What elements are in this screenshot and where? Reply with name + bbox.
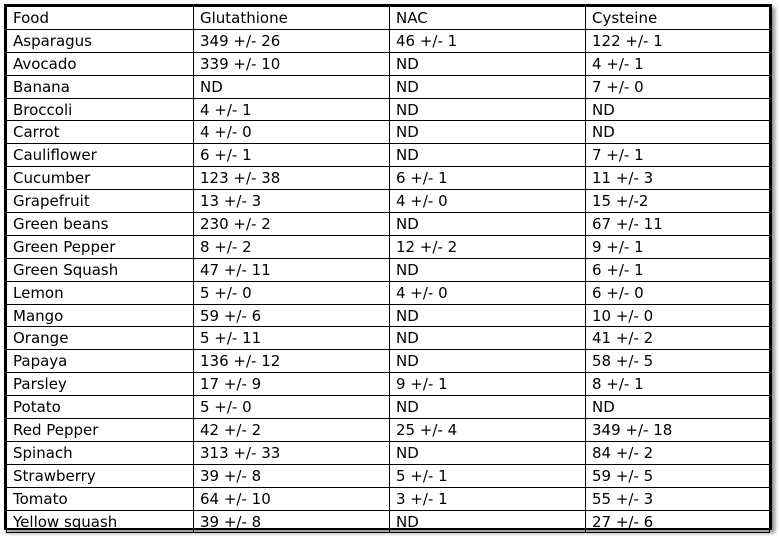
cell-glutathione: 5 +/- 11 xyxy=(194,327,390,350)
data-table xyxy=(6,6,770,533)
cell-food: Green Squash xyxy=(7,258,194,281)
cell-nac: 6 +/- 1 xyxy=(390,167,586,190)
cell-cysteine: ND xyxy=(586,396,770,419)
cell-nac: ND xyxy=(390,304,586,327)
cell-glutathione: 42 +/- 2 xyxy=(194,419,390,442)
table-row xyxy=(7,235,770,258)
table-row xyxy=(7,441,770,464)
cell-glutathione: 123 +/- 38 xyxy=(194,167,390,190)
cell-glutathione: 17 +/- 9 xyxy=(194,373,390,396)
cell-nac: ND xyxy=(390,441,586,464)
cell-food: Parsley xyxy=(7,373,194,396)
table-row xyxy=(7,98,770,121)
table-row xyxy=(7,258,770,281)
cell-food: Spinach xyxy=(7,441,194,464)
cell-cysteine: 349 +/- 18 xyxy=(586,419,770,442)
cell-cysteine: ND xyxy=(586,121,770,144)
cell-glutathione: 230 +/- 2 xyxy=(194,213,390,236)
table-row xyxy=(7,304,770,327)
table-row xyxy=(7,419,770,442)
cell-glutathione: 4 +/- 1 xyxy=(194,98,390,121)
cell-food: Mango xyxy=(7,304,194,327)
cell-nac: 25 +/- 4 xyxy=(390,419,586,442)
cell-food: Strawberry xyxy=(7,464,194,487)
cell-nac: ND xyxy=(390,350,586,373)
cell-food: Red Pepper xyxy=(7,419,194,442)
cell-food: Cauliflower xyxy=(7,144,194,167)
table-row xyxy=(7,144,770,167)
cell-food: Yellow squash xyxy=(7,510,194,533)
table-row xyxy=(7,121,770,144)
cell-food: Papaya xyxy=(7,350,194,373)
cell-cysteine: 11 +/- 3 xyxy=(586,167,770,190)
table-frame xyxy=(4,4,772,530)
header-glutathione: Glutathione xyxy=(194,7,390,30)
cell-nac: 12 +/- 2 xyxy=(390,235,586,258)
cell-glutathione: 339 +/- 10 xyxy=(194,52,390,75)
cell-glutathione: 8 +/- 2 xyxy=(194,235,390,258)
table-row xyxy=(7,373,770,396)
table-row xyxy=(7,29,770,52)
cell-glutathione: 64 +/- 10 xyxy=(194,487,390,510)
cell-cysteine: 15 +/-2 xyxy=(586,190,770,213)
cell-nac: ND xyxy=(390,121,586,144)
cell-food: Orange xyxy=(7,327,194,350)
cell-glutathione: 13 +/- 3 xyxy=(194,190,390,213)
header-cysteine: Cysteine xyxy=(586,7,770,30)
cell-food: Green Pepper xyxy=(7,235,194,258)
cell-glutathione: 59 +/- 6 xyxy=(194,304,390,327)
table-row xyxy=(7,327,770,350)
table-row xyxy=(7,350,770,373)
cell-nac: ND xyxy=(390,144,586,167)
cell-cysteine: 122 +/- 1 xyxy=(586,29,770,52)
cell-nac: ND xyxy=(390,52,586,75)
cell-glutathione: 4 +/- 0 xyxy=(194,121,390,144)
table-row xyxy=(7,190,770,213)
cell-nac: 46 +/- 1 xyxy=(390,29,586,52)
cell-glutathione: 6 +/- 1 xyxy=(194,144,390,167)
cell-nac: ND xyxy=(390,98,586,121)
cell-cysteine: 41 +/- 2 xyxy=(586,327,770,350)
cell-nac: 4 +/- 0 xyxy=(390,281,586,304)
header-food: Food xyxy=(7,7,194,30)
cell-food: Broccoli xyxy=(7,98,194,121)
table-row xyxy=(7,52,770,75)
table-body xyxy=(7,29,770,533)
cell-cysteine: 55 +/- 3 xyxy=(586,487,770,510)
header-row xyxy=(7,7,770,30)
cell-cysteine: 67 +/- 11 xyxy=(586,213,770,236)
cell-cysteine: 6 +/- 0 xyxy=(586,281,770,304)
header-nac: NAC xyxy=(390,7,586,30)
cell-glutathione: 47 +/- 11 xyxy=(194,258,390,281)
cell-nac: 4 +/- 0 xyxy=(390,190,586,213)
cell-glutathione: 313 +/- 33 xyxy=(194,441,390,464)
cell-nac: 3 +/- 1 xyxy=(390,487,586,510)
table-row xyxy=(7,281,770,304)
cell-nac: ND xyxy=(390,396,586,419)
cell-food: Tomato xyxy=(7,487,194,510)
cell-cysteine: 9 +/- 1 xyxy=(586,235,770,258)
cell-nac: ND xyxy=(390,75,586,98)
cell-food: Cucumber xyxy=(7,167,194,190)
cell-glutathione: 39 +/- 8 xyxy=(194,510,390,533)
cell-glutathione: 136 +/- 12 xyxy=(194,350,390,373)
cell-cysteine: 59 +/- 5 xyxy=(586,464,770,487)
cell-food: Lemon xyxy=(7,281,194,304)
table-row xyxy=(7,510,770,533)
table-row xyxy=(7,213,770,236)
cell-nac: ND xyxy=(390,510,586,533)
cell-nac: ND xyxy=(390,213,586,236)
cell-glutathione: ND xyxy=(194,75,390,98)
table-row xyxy=(7,487,770,510)
cell-nac: 9 +/- 1 xyxy=(390,373,586,396)
cell-cysteine: 8 +/- 1 xyxy=(586,373,770,396)
cell-cysteine: 7 +/- 1 xyxy=(586,144,770,167)
cell-glutathione: 5 +/- 0 xyxy=(194,396,390,419)
cell-food: Green beans xyxy=(7,213,194,236)
cell-food: Grapefruit xyxy=(7,190,194,213)
cell-glutathione: 39 +/- 8 xyxy=(194,464,390,487)
cell-cysteine: 27 +/- 6 xyxy=(586,510,770,533)
cell-nac: ND xyxy=(390,258,586,281)
table-row xyxy=(7,396,770,419)
table-row xyxy=(7,167,770,190)
cell-cysteine: 58 +/- 5 xyxy=(586,350,770,373)
cell-food: Banana xyxy=(7,75,194,98)
cell-food: Asparagus xyxy=(7,29,194,52)
cell-food: Potato xyxy=(7,396,194,419)
cell-cysteine: 10 +/- 0 xyxy=(586,304,770,327)
cell-nac: ND xyxy=(390,327,586,350)
cell-food: Avocado xyxy=(7,52,194,75)
table-row xyxy=(7,464,770,487)
table-row xyxy=(7,75,770,98)
cell-cysteine: ND xyxy=(586,98,770,121)
cell-glutathione: 5 +/- 0 xyxy=(194,281,390,304)
cell-cysteine: 4 +/- 1 xyxy=(586,52,770,75)
cell-food: Carrot xyxy=(7,121,194,144)
cell-glutathione: 349 +/- 26 xyxy=(194,29,390,52)
cell-cysteine: 6 +/- 1 xyxy=(586,258,770,281)
cell-nac: 5 +/- 1 xyxy=(390,464,586,487)
cell-cysteine: 84 +/- 2 xyxy=(586,441,770,464)
cell-cysteine: 7 +/- 0 xyxy=(586,75,770,98)
